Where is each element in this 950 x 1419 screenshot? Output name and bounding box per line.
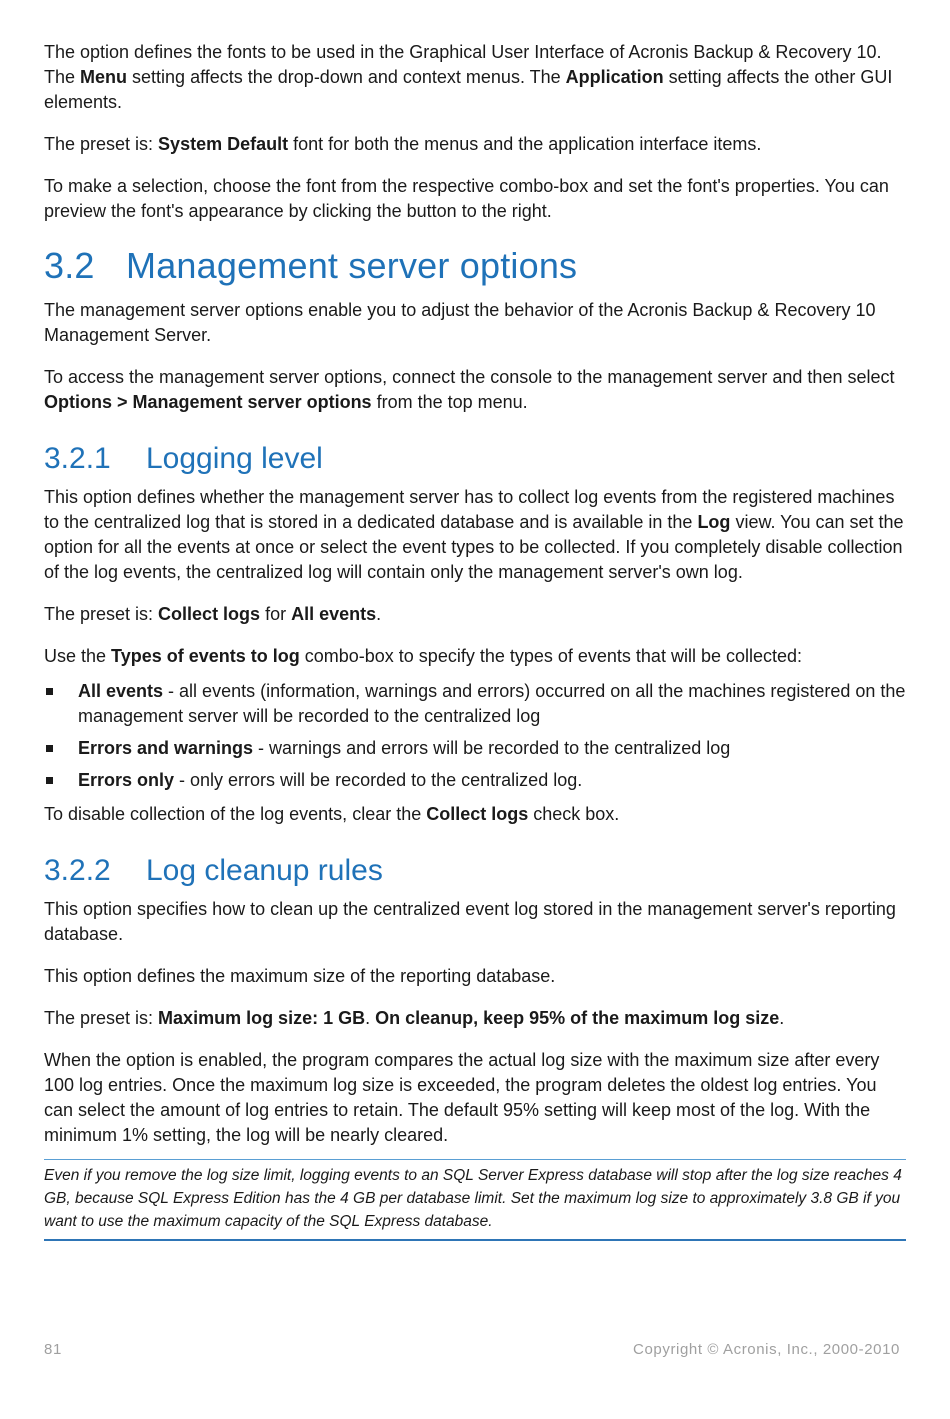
intro-paragraph-2: The preset is: System Default font for both the menus and the application interface items. [44,134,762,154]
section-3-2-1-heading [44,440,906,478]
intro-paragraph-3: To make a selection, choose the font from the respective combo-box and set the font's properties. You can preview the font's appearance by clicking the button to the right. [44,176,889,221]
logging-level-paragraph-4: To disable collection of the log events, clear the Collect logs check box. [44,804,620,824]
square-bullet-icon [46,777,53,784]
list-item: Errors and warnings - warnings and errors will be recorded to the centralized log [44,736,906,761]
section-title: Management server options [126,245,578,286]
section-3-2-2-heading [44,852,906,890]
page-footer [44,1341,900,1358]
section-number: 3.2.2 [44,854,111,887]
event-types-list [44,679,906,793]
note-box: Even if you remove the log size limit, logging events to an SQL Server Express database will stop after the log size reaches 4 GB, because SQL Express Edition has the 4 GB per database limit. Set the maximum log size to approximately 3.8 GB if you want to use the maximum capacity of the SQL Express database. [44,1159,906,1241]
log-cleanup-paragraph-1: This option specifies how to clean up the centralized event log stored in the management server's reporting database. [44,899,896,944]
section-title: Logging level [146,442,323,475]
copyright-text: Copyright © Acronis, Inc., 2000-2010 [633,1341,900,1358]
log-cleanup-preset: The preset is: Maximum log size: 1 GB. On cleanup, keep 95% of the maximum log size. [44,1008,785,1028]
section-number: 3.2.1 [44,442,111,475]
section-3-2-heading [44,244,906,288]
logging-level-paragraph-1: This option defines whether the management server has to collect log events from the registered machines to the centralized log that is stored in a dedicated database and is available in the Log view. You can set the option for all the events at once or select the event types to be collected. If you completely disable collection of the log events, the centralized log will contain only the management server's own log. [44,487,904,582]
document-page [44,40,906,1241]
list-item: All events - all events (information, warnings and errors) occurred on all the machines registered on the management server will be recorded to the centralized log [44,679,906,729]
intro-paragraph-1: The option defines the fonts to be used in the Graphical User Interface of Acronis Backup & Recovery 10. The Menu setting affects the drop-down and context menus. The Application setting affects the other GUI elements. [44,42,893,112]
logging-level-preset: The preset is: Collect logs for All events. [44,604,382,624]
log-cleanup-paragraph-2: This option defines the maximum size of the reporting database. [44,966,556,986]
section-3-2-paragraph-2: To access the management server options, connect the console to the management server and then select Options > Management server options from the top menu. [44,367,895,412]
section-title: Log cleanup rules [146,854,383,887]
list-item: Errors only - only errors will be recorded to the centralized log. [44,768,906,793]
square-bullet-icon [46,745,53,752]
logging-level-paragraph-3: Use the Types of events to log combo-box to specify the types of events that will be collected: [44,646,803,666]
page-number: 81 [44,1341,62,1358]
section-number: 3.2 [44,245,95,286]
section-3-2-paragraph-1: The management server options enable you to adjust the behavior of the Acronis Backup & Recovery 10 Management Server. [44,300,876,345]
square-bullet-icon [46,688,53,695]
log-cleanup-paragraph-4: When the option is enabled, the program compares the actual log size with the maximum size after every 100 log entries. Once the maximum log size is exceeded, the program deletes the oldest log entries. You can select the amount of log entries to retain. The default 95% setting will keep most of the log. With the minimum 1% setting, the log will be nearly cleared. [44,1050,880,1145]
